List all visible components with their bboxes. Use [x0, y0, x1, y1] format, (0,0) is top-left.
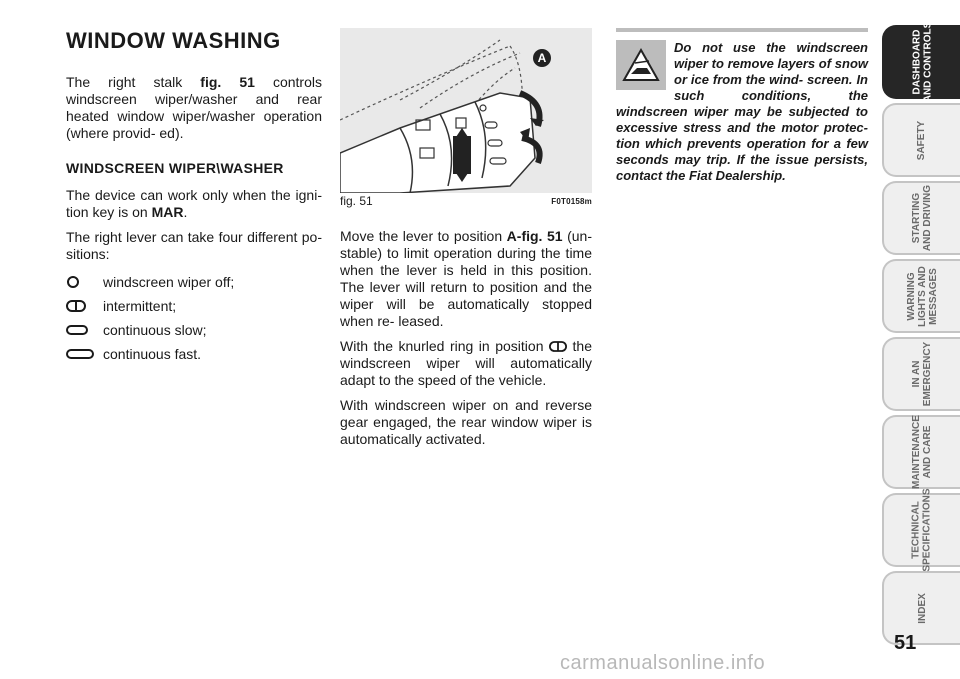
intermittent-symbol-icon: [66, 300, 103, 312]
watermark: carmanualsonline.info: [560, 652, 766, 674]
callout-a: A: [537, 51, 547, 65]
left-column: [66, 28, 322, 367]
warning-triangle-icon: [616, 40, 666, 90]
tab-warning-lights-and-messages[interactable]: WARNING LIGHTS AND MESSAGES: [882, 259, 960, 333]
middle-text: [340, 228, 592, 456]
knurled-ring-paragraph: With the knurled ring in position the windscreen wiper will automatically adapt to the speed of the vehicle.: [340, 338, 592, 388]
option-off: [66, 271, 322, 293]
warning-text: Do not use the windscreen wiper to remove layers of snow or ice from the wind- screen. In such conditions, the windscreen wiper may be subjected to excessive stress and the motor protec- tion which prevents operation for a few seconds may trip. If the issue persists, contact the Fiat Dealership.: [616, 40, 868, 183]
tab-index[interactable]: INDEX: [882, 571, 960, 645]
warning-box: [616, 28, 868, 184]
reverse-gear-paragraph: With windscreen wiper on and reverse gear engaged, the rear window wiper is automatically activated.: [340, 397, 592, 447]
tab-safety[interactable]: SAFETY: [882, 103, 960, 177]
option-intermittent: [66, 295, 322, 317]
option-continuous-fast: [66, 343, 322, 365]
figure-51: [340, 28, 592, 193]
option-label: intermittent;: [103, 297, 177, 314]
stalk-illustration: [340, 28, 592, 193]
option-label: windscreen wiper off;: [103, 273, 235, 290]
tab-in-an-emergency[interactable]: IN AN EMERGENCY: [882, 337, 960, 411]
chapter-tabs: [882, 21, 960, 649]
figure-reference: fig. 51: [200, 74, 255, 90]
tab-maintenance-and-care[interactable]: MAINTENANCE AND CARE: [882, 415, 960, 489]
option-label: continuous fast.: [103, 345, 202, 362]
section-heading: WINDSCREEN WIPER\WASHER: [66, 160, 284, 176]
page-number: 51: [894, 632, 917, 654]
option-label: continuous slow;: [103, 321, 207, 338]
intermittent-symbol-icon: [549, 341, 567, 352]
figure-caption: [340, 193, 592, 210]
warning-rule: [616, 28, 868, 32]
figure-label: fig. 51: [340, 194, 373, 208]
figure-reference: A-fig. 51: [506, 228, 563, 244]
ignition-paragraph: The device can work only when the igni- tion key is on MAR.: [66, 187, 322, 220]
page-title: WINDOW WASHING: [66, 28, 281, 53]
continuous-slow-symbol-icon: [66, 325, 103, 335]
tab-starting-and-driving[interactable]: STARTING AND DRIVING: [882, 181, 960, 255]
positions-paragraph: The right lever can take four different po- sitions:: [66, 229, 322, 262]
tab-technical-specifications[interactable]: TECHNICAL SPECIFICATIONS: [882, 493, 960, 567]
lever-paragraph: Move the lever to position A-fig. 51 (un- stable) to limit operation during the time when the lever is held in this position. The lever will return to position and the wiper will be automatically stopped when re- leased.: [340, 228, 592, 329]
intro-paragraph: The right stalk fig. 51 controls windscreen wiper/washer and rear heated window wiper/washer operation (where provid- ed).: [66, 74, 322, 141]
tab-dashboard-and-controls[interactable]: DASHBOARD AND CONTROLS: [882, 25, 960, 99]
off-symbol-icon: [66, 275, 103, 289]
figure-code: F0T0158m: [551, 197, 592, 206]
key-position: MAR: [151, 204, 184, 220]
continuous-fast-symbol-icon: [66, 349, 103, 359]
option-continuous-slow: [66, 319, 322, 341]
